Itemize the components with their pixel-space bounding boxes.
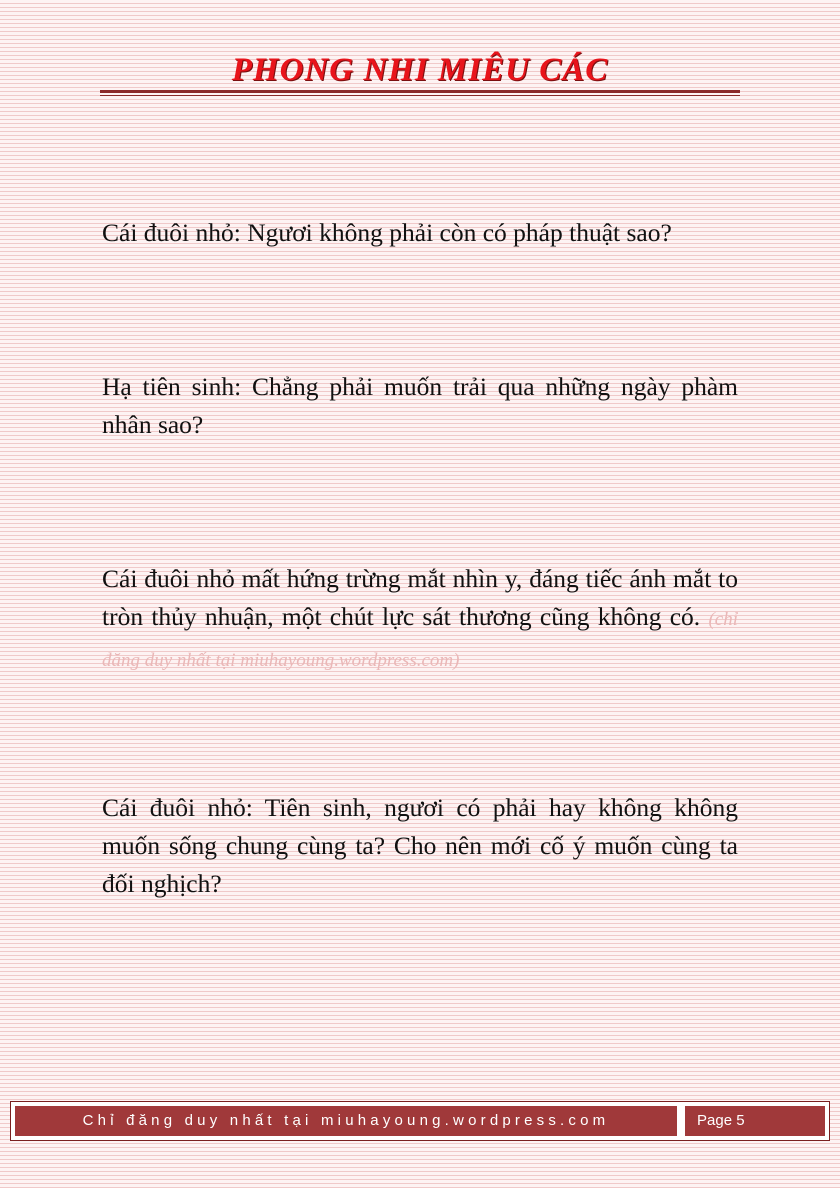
paragraph-2 xyxy=(102,368,738,444)
header-title: PHONG NHI MIÊU CÁC xyxy=(231,52,609,88)
paragraph-1 xyxy=(102,214,738,252)
paragraph-3-text: Cái đuôi nhỏ mất hứng trừng mắt nhìn y, đáng tiếc ánh mắt to tròn thủy nhuận, một chút lực sát thương cũng không có. xyxy=(102,564,738,631)
page-number: Page 5 xyxy=(685,1106,825,1136)
header-rule-thin xyxy=(100,95,740,96)
paragraph-4 xyxy=(102,789,738,903)
paragraph-4-text: Cái đuôi nhỏ: Tiên sinh, ngươi có phải hay không không muốn sống chung cùng ta? Cho nên mới cố ý muốn cùng ta đối nghịch? xyxy=(102,793,738,898)
page-header xyxy=(100,50,740,98)
page-footer xyxy=(10,1101,830,1141)
inline-watermark: (chỉ đăng duy nhất tại miuhayoung.wordpress.com) xyxy=(102,609,738,671)
paragraph-2-text: Hạ tiên sinh: Chẳng phải muốn trải qua những ngày phàm nhân sao? xyxy=(102,372,738,439)
paragraph-1-text: Cái đuôi nhỏ: Ngươi không phải còn có pháp thuật sao? xyxy=(102,218,672,247)
footer-notice: Chỉ đăng duy nhất tại miuhayoung.wordpress.com xyxy=(15,1106,677,1136)
paragraph-3 xyxy=(102,560,738,680)
header-rule-thick xyxy=(100,90,740,93)
